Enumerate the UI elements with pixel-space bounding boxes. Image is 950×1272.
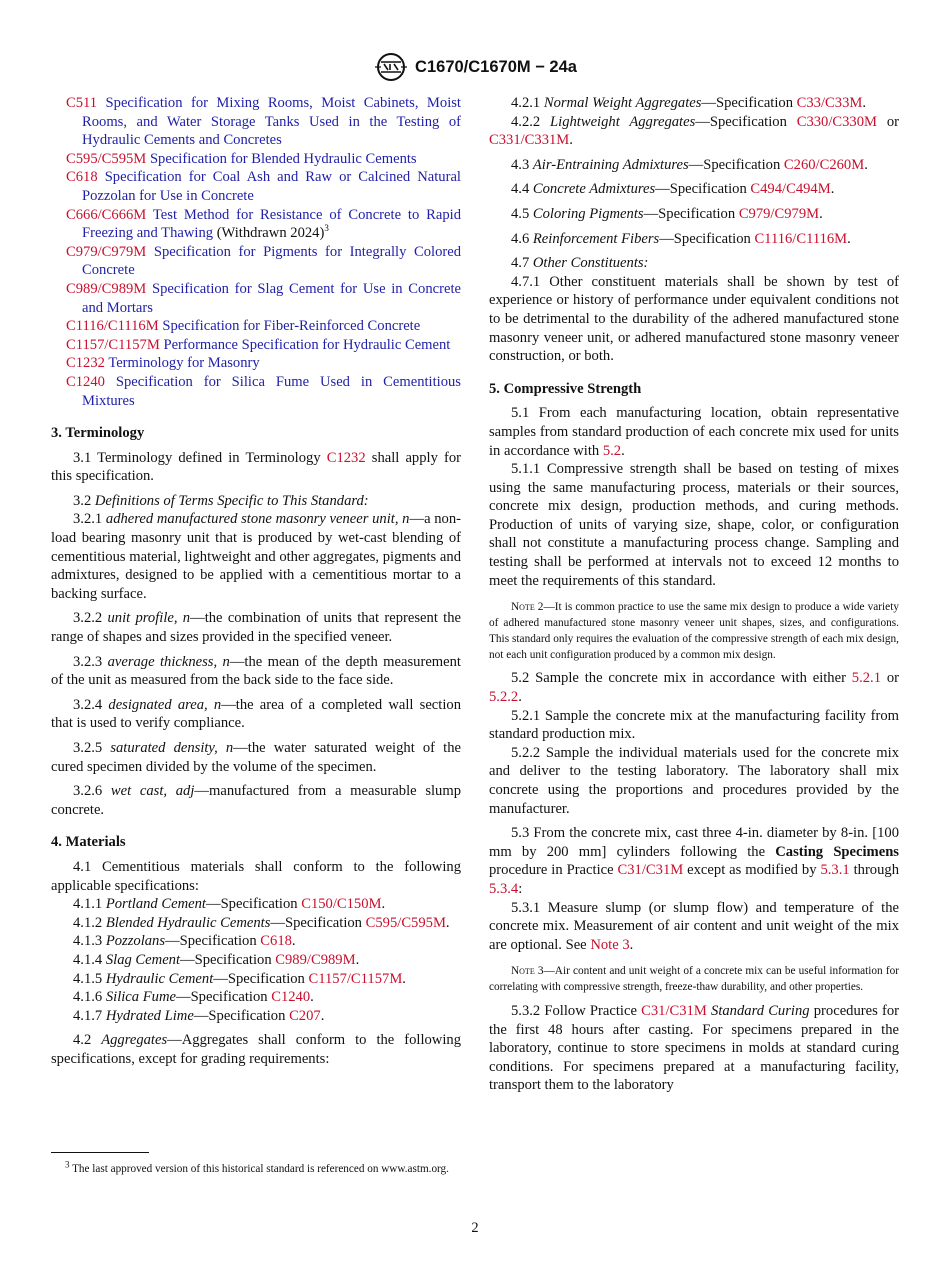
clause-number: 4.3	[511, 156, 533, 173]
text: —Specification	[655, 181, 751, 198]
reference-item	[51, 94, 461, 150]
reference-item	[51, 280, 461, 317]
spec-link[interactable]: C1116/C1116M	[754, 230, 848, 247]
definition-3-2-6	[51, 782, 461, 819]
text: procedures for the first 48 hours after casting. For specimens prepared in the laboratory, continue to store specimens in molds at standard curing conditions. For specimens prepared at a manufacturing facility, transport them to the laboratory	[489, 1002, 899, 1094]
text: —Aggregates shall conform to the following specifications, except for grading requirements:	[51, 1032, 461, 1067]
defined-term: saturated density, n	[110, 740, 234, 756]
text: 5.2 Sample the concrete mix in accordance with either	[511, 670, 852, 687]
reference-code[interactable]: C595/C595M	[66, 150, 147, 167]
clause-5-2-1: 5.2.1 Sample the concrete mix at the manufacturing facility from standard production mix.	[489, 707, 899, 743]
text: .	[381, 896, 386, 913]
clause-number: 4.1.5	[73, 970, 106, 987]
cross-reference-link[interactable]: 5.3.1	[820, 862, 850, 879]
material-name: Hydraulic Cement	[105, 970, 214, 987]
section-heading-terminology: 3. Terminology	[51, 425, 145, 442]
footnote	[51, 1159, 461, 1178]
note-label: Note 3	[511, 965, 544, 978]
cross-reference-link[interactable]: 5.2.2	[489, 689, 519, 706]
reference-title[interactable]: Specification for Mixing Rooms, Moist Cabinets, Moist Rooms, and Water Storage Tanks Used in the Testing of Hydraulic Cements and Concretes	[82, 95, 461, 149]
text: —Specification	[165, 933, 261, 950]
material-name: Coloring Pigments	[532, 205, 644, 222]
footnote-marker: 3	[65, 1159, 70, 1170]
note-2	[489, 600, 899, 663]
cross-reference-link[interactable]: 5.3.4	[489, 880, 519, 897]
clause-4-1-2	[51, 914, 461, 933]
section-heading-materials: 4. Materials	[51, 834, 126, 851]
material-name: Portland Cement	[105, 896, 206, 913]
text: .	[355, 951, 360, 968]
clause-4-2-1: 4.2.1 Normal Weight Aggregates—Specification C33/C33M.	[511, 95, 866, 111]
reference-code[interactable]: C1232	[66, 355, 105, 372]
clause-4-2-2: 4.2.2 Lightweight Aggregates—Specification C330/C330M or C331/C331M.	[489, 113, 899, 149]
defined-term: adhered manufactured stone masonry veneer unit, n	[105, 511, 410, 528]
text: —Specification	[175, 989, 272, 1006]
clause-title: Other Constituents:	[532, 255, 649, 272]
clause-number: 4.5	[511, 205, 533, 222]
spec-link[interactable]: C31/C31M	[617, 862, 684, 879]
clause-5-1-1: 5.1.1 Compressive strength shall be based on testing of mixes using the same manufacturing process, materials or their sources, concrete mix design, production methods, and curing methods. Production of units of varying size, shape, color, or configuration shall not constitute a manufacturing process change. Sampling and testing shall be performed at intervals not to exceed 12 months to meet the requirements of this standard.	[489, 461, 899, 589]
procedure-name: Standard Curing	[711, 1002, 810, 1019]
text: —Specification	[180, 951, 276, 968]
definition-text: —the combination of units that represent the range of shapes and sizes provided in the specified veneer.	[51, 610, 461, 646]
material-name: Reinforcement Fibers	[532, 230, 660, 247]
reference-title[interactable]: Specification for Coal Ash and Raw or Calcined Natural Pozzolan for Use in Concrete	[82, 169, 461, 204]
definition-3-2-2	[51, 609, 461, 646]
text: —Specification	[643, 205, 739, 222]
clause-title: Aggregates	[101, 1032, 168, 1049]
spec-link[interactable]: C989/C989M	[275, 951, 356, 968]
reference-item	[51, 336, 461, 355]
clause-number: 3.2.4	[73, 696, 109, 713]
text: —Specification	[270, 914, 366, 931]
text: through	[849, 862, 899, 879]
text: —Specification	[213, 970, 309, 987]
clause-4-1-7	[51, 1007, 461, 1026]
clause-number: 3.2.5	[73, 740, 111, 756]
reference-item	[51, 243, 461, 280]
spec-link[interactable]: C595/C595M	[365, 914, 446, 931]
paragraph-3-1	[51, 449, 461, 486]
material-name: Concrete Admixtures	[532, 181, 656, 198]
material-name: Normal Weight Aggregates	[543, 95, 702, 111]
reference-code[interactable]: C1157/C1157M	[66, 336, 160, 353]
paragraph-4-5: 4.5 Coloring Pigments—Specification C979/C979M.	[511, 205, 823, 222]
reference-title[interactable]: Performance Specification for Hydraulic Cement	[163, 336, 451, 353]
reference-code[interactable]: C1116/C1116M	[66, 318, 159, 335]
reference-code[interactable]: C618	[66, 169, 98, 186]
reference-code[interactable]: C666/C666M	[66, 206, 147, 223]
definition-text: —the mean of the depth measurement of the unit as measured from the back side to the face side.	[51, 653, 461, 689]
clause-5-3-2	[489, 1002, 899, 1095]
spec-link[interactable]: C331/C331M	[489, 132, 570, 149]
reference-code[interactable]: C511	[66, 95, 98, 111]
material-name: Pozzolans	[105, 933, 166, 950]
spec-link[interactable]: C260/C260M	[783, 156, 865, 173]
defined-term: average thickness, n	[107, 653, 230, 670]
definition-text: —the area of a completed wall section that is used to verify compliance.	[51, 696, 461, 732]
clause-number: 4.1.6	[73, 989, 106, 1006]
clause-number: 4.1.7	[73, 1007, 106, 1024]
clause-title: Definitions of Terms Specific to This Standard:	[94, 492, 369, 509]
clause-number: 3.2.2	[73, 610, 108, 627]
reference-title[interactable]: Specification for Pigments for Integrally Colored Concrete	[82, 243, 461, 279]
note-text: —It is common practice to use the same mix design to produce a wide variety of adhered manufactured stone masonry veneer unit shapes, sizes, and configurations. This standard only requires the evaluation of the compressive strength of each mix design, not each unit configuration produced by a common mix design.	[489, 601, 899, 661]
material-name: Silica Fume	[105, 989, 176, 1006]
material-name: Hydrated Lime	[105, 1007, 194, 1024]
defined-term: unit profile, n	[107, 610, 191, 627]
text: —Specification	[193, 1007, 290, 1024]
paragraph-4-2	[51, 1031, 461, 1068]
clause-number: 3.2.3	[73, 653, 108, 670]
cross-reference-link[interactable]: C1232	[326, 449, 366, 466]
text: —Specification	[205, 896, 302, 913]
text: —Specification	[701, 95, 797, 111]
clause-number: 4.2	[73, 1032, 102, 1049]
material-name: Blended Hydraulic Cements	[105, 914, 271, 931]
material-name: Air-Entraining Admixtures	[532, 156, 689, 173]
clause-number: 4.1.4	[73, 951, 106, 968]
definition-3-2-4	[51, 696, 461, 733]
text: 5.3.1 Measure slump (or slump flow) and temperature of the concrete mix. Measurement of air content and unit weight of the mix are optional. See	[489, 899, 899, 953]
defined-term: wet cast, adj	[110, 783, 195, 800]
spec-link[interactable]: C31/C31M	[641, 1002, 707, 1019]
reference-list	[51, 94, 461, 410]
text: .	[320, 1007, 325, 1024]
spec-link[interactable]: C1157/C1157M	[308, 970, 403, 987]
footnote-divider	[51, 1152, 149, 1153]
definition-text: —a non-load bearing masonry unit that is produced by wet-cast blending of cementitious material, lightweight and other aggregates, pigments and admixtures, designed to be applied with a cementitious mortar to a backing surface.	[51, 511, 461, 602]
reference-item	[51, 150, 461, 169]
paragraph-4-1: 4.1 Cementitious materials shall conform to the following applicable specifications:	[51, 858, 461, 894]
clause-4-1-6	[51, 988, 461, 1007]
page-header	[0, 50, 950, 84]
text: or	[880, 670, 899, 687]
text: .	[402, 970, 406, 987]
text: 5.1 From each manufacturing location, obtain representative samples from standard production of each concrete mix used for units in accordance with	[489, 405, 899, 459]
paragraph-4-3: 4.3 Air-Entraining Admixtures—Specification C260/C260M.	[511, 156, 868, 173]
clause-number: 3.2.1	[73, 511, 106, 528]
spec-link[interactable]: C330/C330M	[796, 113, 877, 130]
reference-title[interactable]: Specification for Blended Hydraulic Cements	[149, 150, 417, 167]
material-name: Lightweight Aggregates	[550, 113, 696, 130]
clause-4-1-5	[51, 970, 461, 989]
reference-code[interactable]: C989/C989M	[66, 280, 147, 297]
text: —Specification	[688, 156, 784, 173]
spec-link[interactable]: C618	[260, 933, 292, 950]
reference-item	[51, 354, 461, 373]
reference-item	[51, 168, 461, 205]
clause-4-7-1: 4.7.1 Other constituent materials shall be shown by test of experience or history of performance under equivalent conditions not to be detrimental to the durability of the adhered manufactured stone masonry veneer unit, or adhered manufactured stone masonry veneer construction, or both.	[489, 273, 899, 365]
defined-term: designated area, n	[108, 696, 222, 713]
clause-5-3-1: 5.3.1 Measure slump (or slump flow) and temperature of the concrete mix. Measurement of air content and unit weight of the mix are optional. See Note 3.	[489, 899, 899, 953]
note-3	[489, 964, 899, 996]
paragraph-5-1: 5.1 From each manufacturing location, obtain representative samples from standard production of each concrete mix used for units in accordance with 5.2.	[489, 405, 899, 459]
clause-4-1-1	[51, 895, 461, 914]
left-column	[51, 94, 461, 1069]
definition-text: —manufactured from a measurable slump concrete.	[51, 783, 461, 818]
reference-title[interactable]: Specification for Silica Fume Used in Cementitious Mixtures	[82, 373, 461, 409]
clause-number: 3.2.6	[73, 783, 111, 800]
clause-4-1-4	[51, 951, 461, 970]
text: shall apply for this specification.	[51, 449, 461, 485]
reference-item	[51, 373, 461, 410]
clause-number: 4.6	[511, 230, 533, 247]
astm-logo-icon	[373, 52, 409, 82]
clause-5-2-2: 5.2.2 Sample the individual materials used for the concrete mix and deliver to the testing laboratory. The laboratory shall mix concrete using the proportions and procedures provided by the manufacturer.	[489, 744, 899, 817]
spec-link[interactable]: C979/C979M	[738, 205, 820, 222]
reference-title[interactable]: Test Method for Resistance of Concrete to Rapid Freezing and Thawing	[82, 206, 462, 242]
clause-number: 4.1.2	[73, 914, 106, 931]
paragraph-5-3: 5.3 From the concrete mix, cast three 4-in. diameter by 8-in. [100 mm by 200 mm] cylinders following the Casting Specimens procedure in Practice C31/C31M except as modified by 5.3.1 through 5.3.4:	[489, 825, 899, 897]
text: .	[291, 933, 296, 950]
right-column	[489, 94, 899, 1095]
footnote-text: The last approved version of this historical standard is referenced on www.astm.org.	[69, 1163, 449, 1175]
paragraph-4-4: 4.4 Concrete Admixtures—Specification C494/C494M.	[511, 181, 835, 198]
paragraph-4-7	[489, 254, 899, 273]
clause-number: 4.2.1	[511, 95, 544, 111]
material-name: Slag Cement	[105, 951, 181, 968]
page-number: 2	[471, 1220, 479, 1236]
text: except as modified by	[683, 862, 821, 879]
text: 3.1 Terminology defined in Terminology	[73, 449, 327, 466]
paragraph-4-6: 4.6 Reinforcement Fibers—Specification C1116/C1116M.	[511, 230, 851, 247]
text: 5.3 From the concrete mix, cast three 4-in. diameter by 8-in. [100 mm by 200 mm] cylinders following the	[489, 825, 899, 860]
reference-code[interactable]: C979/C979M	[66, 243, 147, 260]
definition-3-2-3	[51, 653, 461, 690]
clause-number: 3.2	[73, 492, 95, 509]
note-link[interactable]: Note 3	[590, 936, 630, 953]
clause-4-1-3	[51, 932, 461, 951]
spec-link[interactable]: C33/C33M	[796, 95, 863, 111]
spec-link[interactable]: C207	[289, 1007, 321, 1024]
cross-reference-link[interactable]: 5.2.1	[851, 670, 881, 687]
definition-3-2-5	[51, 739, 461, 776]
document-id: C1670/C1670M − 24a	[415, 57, 577, 76]
section-heading-compressive-strength: 5. Compressive Strength	[489, 380, 642, 397]
clause-number: 4.2.2	[511, 113, 551, 130]
procedure-name: Casting Specimens	[775, 843, 899, 860]
text: or	[877, 113, 899, 130]
reference-code[interactable]: C1240	[66, 373, 105, 390]
text: —Specification	[695, 113, 797, 130]
reference-title[interactable]: Specification for Fiber-Reinforced Concrete	[162, 318, 421, 335]
clause-number: 4.1.1	[73, 896, 106, 913]
paragraph-5-2: 5.2 Sample the concrete mix in accordance with either 5.2.1 or 5.2.2.	[489, 670, 899, 706]
reference-item	[51, 317, 461, 336]
reference-title[interactable]: Terminology for Masonry	[108, 355, 260, 372]
spec-link[interactable]: C150/C150M	[301, 896, 382, 913]
spec-link[interactable]: C1240	[271, 989, 311, 1006]
text: 5.3.2 Follow Practice	[511, 1002, 642, 1019]
note-text: —Air content and unit weight of a concrete mix can be useful information for correlating with compressive strength, freeze-thaw durability, and other properties.	[489, 965, 899, 994]
clause-number: 4.1.3	[73, 933, 106, 950]
spec-link[interactable]: C494/C494M	[750, 181, 831, 198]
footnote-marker: 3	[324, 223, 329, 234]
reference-title[interactable]: Specification for Slag Cement for Use in Concrete and Mortars	[82, 280, 461, 316]
reference-item	[51, 206, 461, 243]
text: procedure in Practice	[489, 862, 618, 879]
note-label: Note 2	[511, 601, 544, 614]
definition-3-2-1	[51, 510, 461, 603]
cross-reference-link[interactable]: 5.2	[602, 442, 622, 459]
clause-number: 4.7	[511, 255, 533, 272]
paragraph-3-2	[51, 492, 461, 511]
text: .	[310, 989, 314, 1006]
clause-number: 4.4	[511, 181, 533, 198]
text: —Specification	[659, 230, 755, 247]
withdrawn-note: (Withdrawn 2024)	[213, 225, 325, 242]
definition-text: —the water saturated weight of the cured specimen divided by the volume of the specimen.	[51, 740, 461, 775]
text: .	[445, 914, 450, 931]
